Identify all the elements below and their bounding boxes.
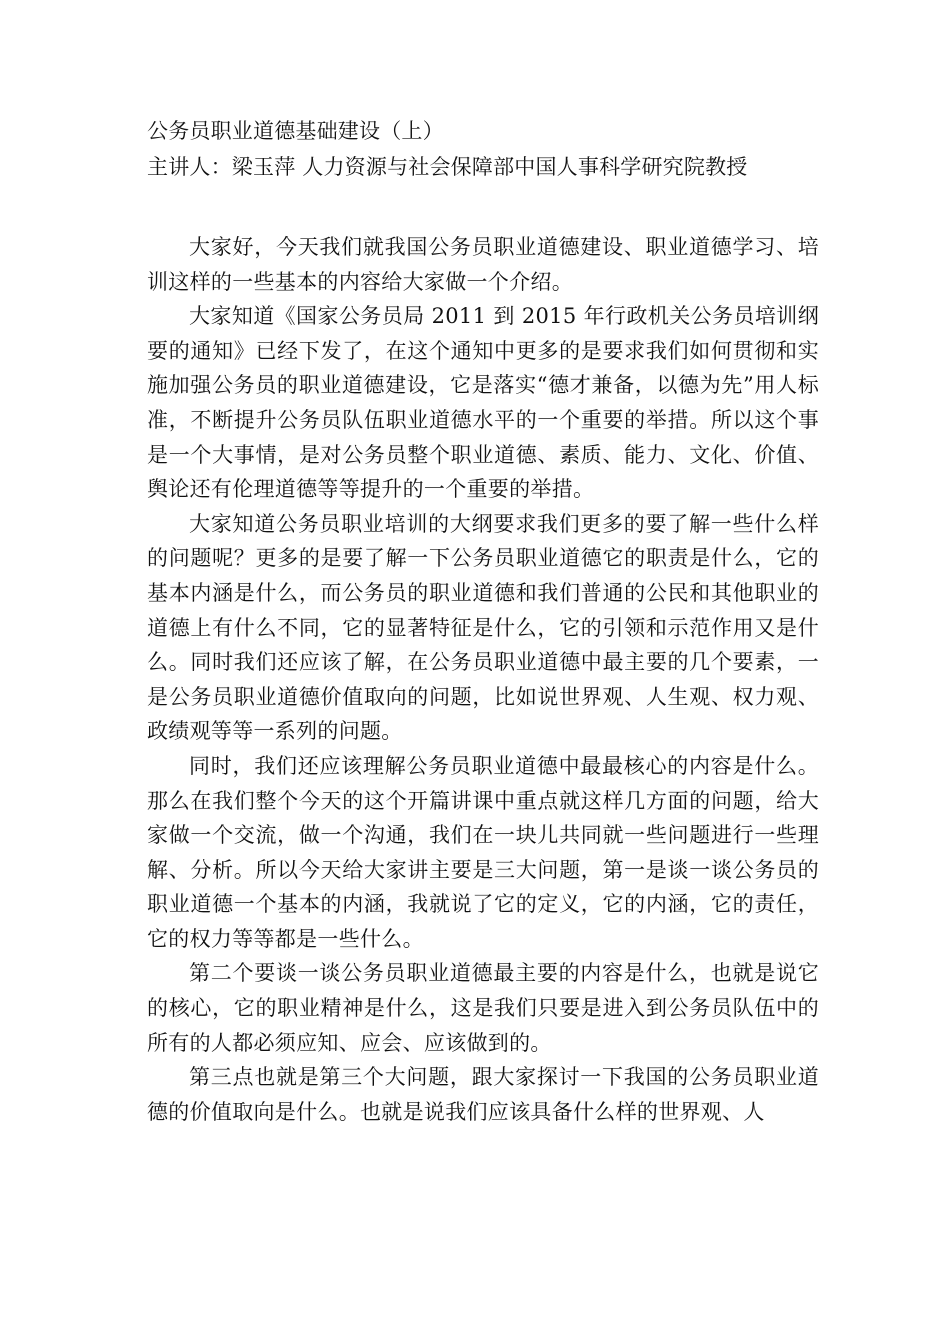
paragraph: 第二个要谈一谈公务员职业道德最主要的内容是什么，也就是说它的核心，它的职业精神是什么，这是我们只要是进入到公务员队伍中的所有的人都必须应知、应会、应该做到的。 [147,961,819,1055]
document-header [147,113,827,185]
document-title: 公务员职业道德基础建设（上） [147,119,444,143]
document-body [147,230,819,1129]
paragraph: 第三点也就是第三个大问题，跟大家探讨一下我国的公务员职业道德的价值取向是什么。也就是说我们应该具备什么样的世界观、人 [147,1065,819,1124]
paragraph: 大家知道公务员职业培训的大纲要求我们更多的要了解一些什么样的问题呢？更多的是要了解一下公务员职业道德它的职责是什么，它的基本内涵是什么，而公务员的职业道德和我们普通的公民和其他职业的道德上有什么不同，它的显著特征是什么，它的引领和示范作用又是什么。同时我们还应该了解，在公务员职业道德中最主要的几个要素，一是公务员职业道德价值取向的问题，比如说世界观、人生观、权力观、政绩观等等一系列的问题。 [147,511,819,744]
paragraph: 同时，我们还应该理解公务员职业道德中最最核心的内容是什么。那么在我们整个今天的这个开篇讲课中重点就这样几方面的问题，给大家做一个交流，做一个沟通，我们在一块儿共同就一些问题进行一些理解、分析。所以今天给大家讲主要是三大问题，第一是谈一谈公务员的职业道德一个基本的内涵，我就说了它的定义，它的内涵，它的责任，它的权力等等都是一些什么。 [147,753,819,951]
speaker-line: 主讲人：梁玉萍 人力资源与社会保障部中国人事科学研究院教授 [147,155,748,179]
paragraph: 大家好，今天我们就我国公务员职业道德建设、职业道德学习、培训这样的一些基本的内容给大家做一个介绍。 [147,235,819,294]
paragraph: 大家知道《国家公务员局 2011 到 2015 年行政机关公务员培训纲要的通知》已经下发了，在这个通知中更多的是要求我们如何贯彻和实施加强公务员的职业道德建设，它是落实“德才兼备，以德为先”用人标准，不断提升公务员队伍职业道德水平的一个重要的举措。所以这个事是一个大事情，是对公务员整个职业道德、素质、能力、文化、价值、舆论还有伦理道德等等提升的一个重要的举措。 [147,304,819,502]
